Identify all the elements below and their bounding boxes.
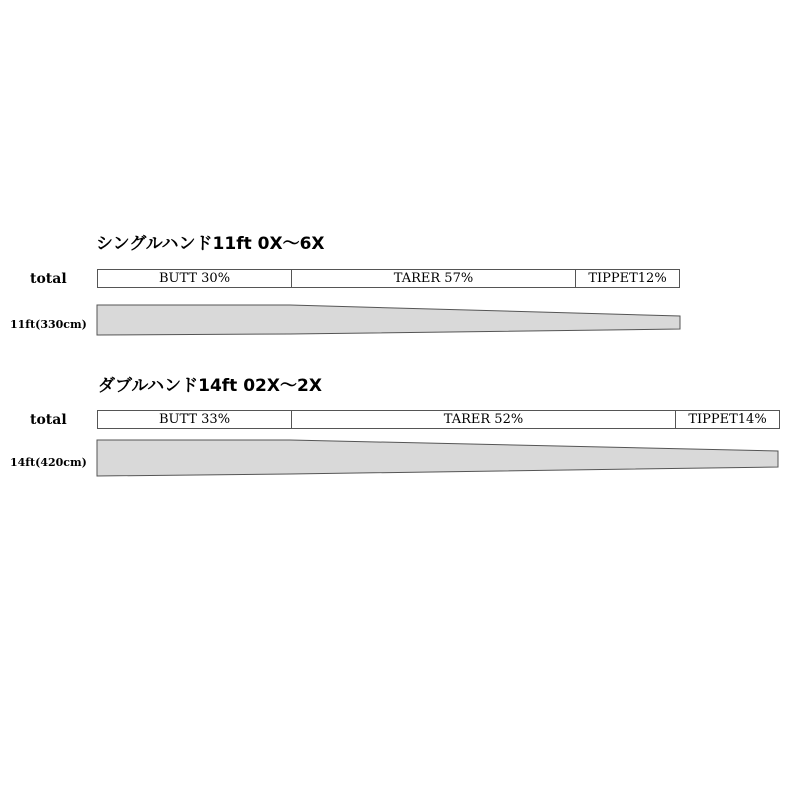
segment-tippet: TIPPET14% — [688, 412, 767, 427]
total-label-single-hand: total — [30, 271, 67, 287]
segment-taper: TARER 52% — [292, 411, 676, 428]
segment-tippet: TIPPET12% — [588, 271, 667, 286]
segment-butt: BUTT 30% — [98, 270, 292, 287]
length-label-single-hand: 11ft(330cm) — [10, 318, 87, 331]
leader-taper-single-hand — [97, 305, 680, 335]
section-title-single-hand: シングルハンド11ft 0X〜6X — [96, 234, 325, 254]
segment-taper: TARER 57% — [292, 270, 576, 287]
segment-butt: BUTT 33% — [98, 411, 292, 428]
total-label-double-hand: total — [30, 412, 67, 428]
section-title-double-hand: ダブルハンド14ft 02X〜2X — [98, 376, 322, 396]
leader-taper-double-hand — [97, 440, 778, 476]
length-label-double-hand: 14ft(420cm) — [10, 456, 87, 469]
